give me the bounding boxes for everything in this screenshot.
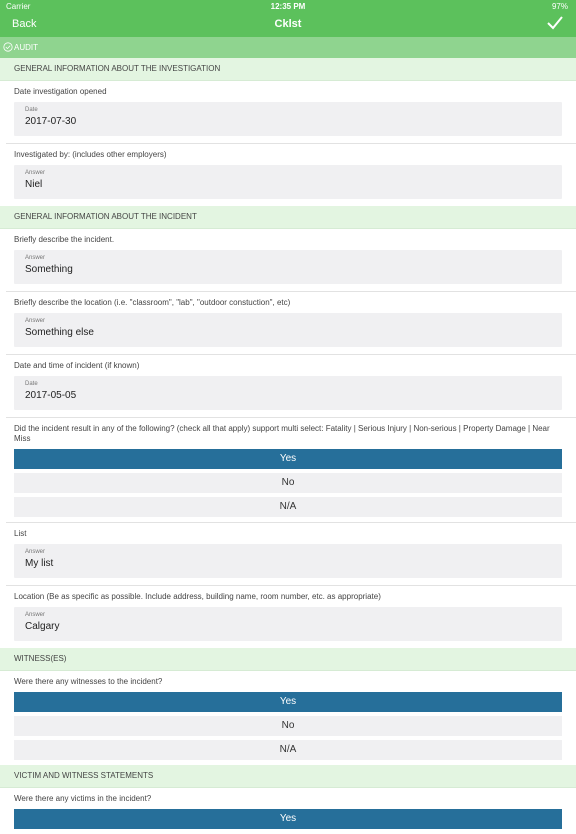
question-label: Investigated by: (includes other employers) (14, 150, 167, 159)
check-circle-icon (3, 42, 13, 52)
question-label: Did the incident result in any of the following? (check all that apply) support multi select: Fatality | Serious Injury | Non-serious | Property Damage | Near Miss (14, 424, 550, 443)
question-label: Date investigation opened (14, 87, 107, 96)
option-na-button[interactable]: N/A (14, 740, 562, 760)
field-caption: Answer (25, 170, 46, 176)
audit-label: AUDIT (14, 43, 38, 52)
answer-field[interactable] (14, 250, 562, 284)
option-yes-button[interactable]: Yes (14, 809, 562, 829)
question-label: Location (Be as specific as possible. Include address, building name, room number, etc. as appropriate) (14, 592, 381, 601)
question-describe-location (0, 292, 576, 354)
section-header: VICTIM AND WITNESS STATEMENTS (0, 765, 576, 788)
question-label: List (14, 529, 27, 538)
option-no-button[interactable]: No (14, 716, 562, 736)
date-field[interactable] (14, 376, 562, 410)
page-title: Cklst (274, 18, 302, 30)
question-witnesses (0, 671, 576, 765)
option-no-button[interactable]: No (14, 473, 562, 493)
field-value: My list (25, 558, 54, 569)
section-header: GENERAL INFORMATION ABOUT THE INVESTIGATION (0, 58, 576, 81)
field-caption: Answer (25, 612, 46, 618)
field-value: 2017-07-30 (25, 116, 77, 127)
carrier-label: Carrier (6, 2, 31, 11)
form-scroll-area[interactable] (0, 58, 576, 824)
date-field[interactable] (14, 102, 562, 136)
navigation-bar (0, 0, 576, 37)
answer-field[interactable] (14, 165, 562, 199)
section-header: WITNESS(ES) (0, 648, 576, 671)
answer-field[interactable] (14, 607, 562, 641)
field-caption: Answer (25, 549, 46, 555)
field-caption: Answer (25, 255, 46, 261)
question-list (0, 523, 576, 585)
question-incident-result (0, 418, 576, 522)
field-value: Something (25, 264, 73, 275)
field-caption: Date (25, 381, 38, 387)
field-caption: Date (25, 107, 38, 113)
option-yes-button[interactable]: Yes (14, 692, 562, 712)
question-label: Were there any victims in the incident? (14, 794, 152, 803)
question-label: Were there any witnesses to the incident? (14, 677, 163, 686)
question-label: Date and time of incident (if known) (14, 361, 140, 370)
field-value: Something else (25, 327, 94, 338)
back-button[interactable]: Back (12, 18, 37, 30)
question-label: Briefly describe the location (i.e. "classroom", "lab", "outdoor constuction", etc) (14, 298, 291, 307)
question-label: Briefly describe the incident. (14, 235, 115, 244)
clock: 12:35 PM (270, 2, 306, 11)
question-investigated-by (0, 144, 576, 206)
question-location (0, 586, 576, 648)
answer-field[interactable] (14, 544, 562, 578)
question-victims (0, 788, 576, 834)
battery-level: 97% (551, 2, 568, 11)
audit-header[interactable] (0, 37, 576, 58)
question-incident-date (0, 355, 576, 417)
field-caption: Answer (25, 318, 46, 324)
option-yes-button[interactable]: Yes (14, 449, 562, 469)
field-value: Niel (25, 179, 43, 190)
status-bar (0, 0, 576, 12)
answer-field[interactable] (14, 313, 562, 347)
question-date-opened (0, 81, 576, 143)
section-header: GENERAL INFORMATION ABOUT THE INCIDENT (0, 206, 576, 229)
option-na-button[interactable]: N/A (14, 497, 562, 517)
field-value: 2017-05-05 (25, 390, 77, 401)
question-describe-incident (0, 229, 576, 291)
field-value: Calgary (25, 621, 60, 632)
checkmark-icon[interactable] (546, 14, 564, 32)
